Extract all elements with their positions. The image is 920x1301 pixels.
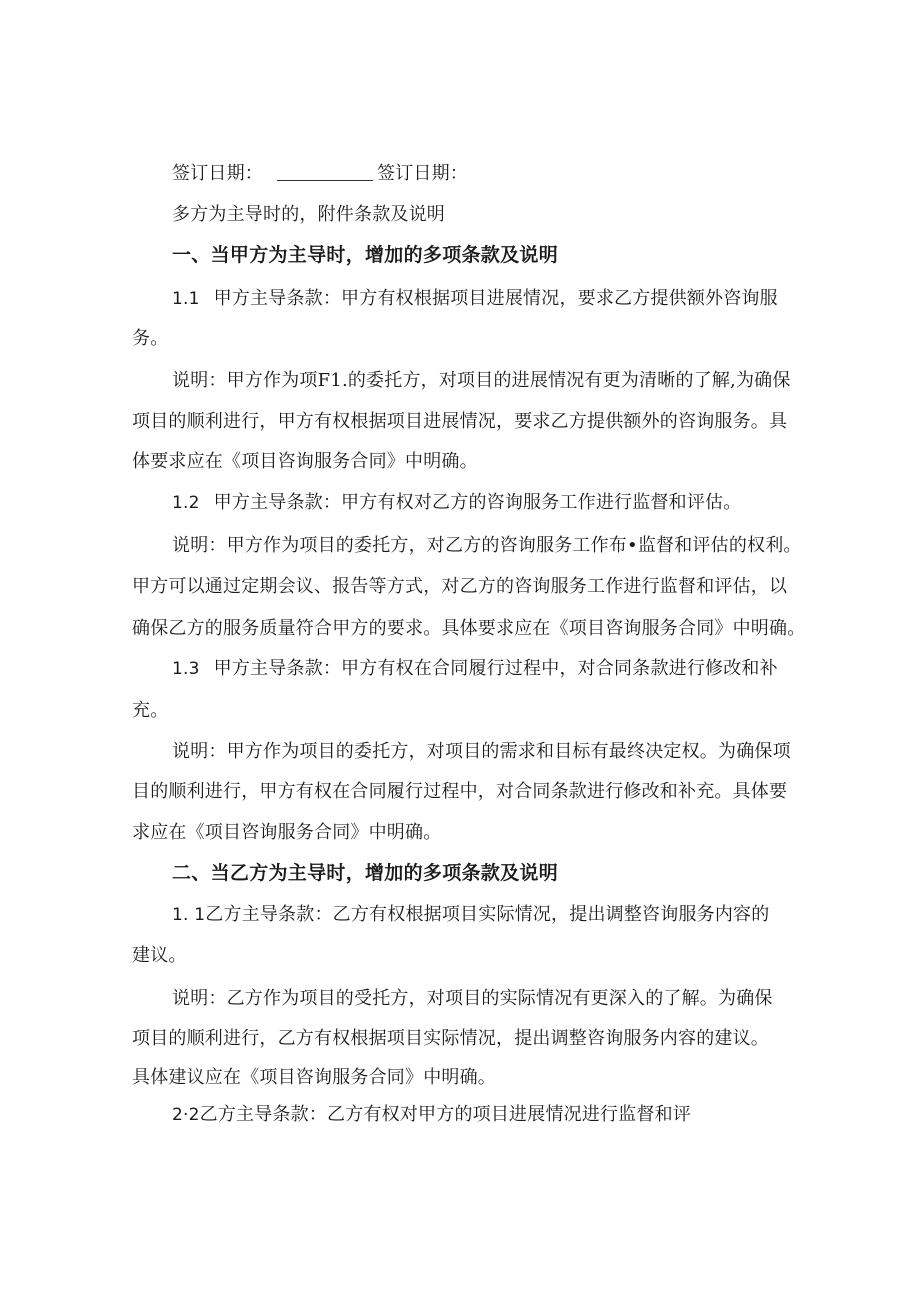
- clause-2-1-cont: 建议。: [132, 945, 187, 966]
- explanation-2-1-line-2: 项目的顺利进行，乙方有权根据项目实际情况，提出调整咨询服务内容的建议。: [132, 1028, 769, 1049]
- sign-date-label-2: 签订日期：: [377, 163, 468, 184]
- explanation-1-3-line-1: 说明：甲方作为项目的委托方，对项目的需求和目标有最终决定权。为确保项: [172, 741, 791, 762]
- clause-text: 乙方主导条款：乙方有权根据项目实际情况，提出调整咨询服务内容的: [205, 904, 770, 925]
- sign-date-row: [172, 162, 468, 186]
- sign-date-blank: [277, 164, 373, 181]
- explanation-1-2-line-2: 甲方可以通过定期会议、报告等方式，对乙方的咨询服务工作进行监督和评估，以: [132, 576, 788, 597]
- explanation-1-2-line-3: 确保乙方的服务质量符合甲方的要求。具体要求应在《项目咨询服务合同》中明确。: [132, 618, 806, 639]
- explanation-2-1-line-3: 具体建议应在《项目咨询服务合同》中明确。: [132, 1067, 496, 1088]
- explanation-2-1-line-1: 说明：乙方作为项目的受托方，对项目的实际情况有更深入的了解。为确保: [172, 988, 773, 1009]
- clause-1-3-cont: 充。: [132, 700, 169, 721]
- sign-date-label-1: 签订日期：: [172, 163, 263, 184]
- section-2-title: 二、当乙方为主导时，增加的多项条款及说明: [172, 862, 559, 884]
- clause-number: 1.2: [172, 493, 200, 513]
- section-1-title: 一、当甲方为主导时，增加的多项条款及说明: [172, 244, 559, 266]
- explanation-1-2-line-1: 说明：甲方作为项目的委托方，对乙方的咨询服务工作布•监督和评估的权利。: [172, 535, 802, 556]
- clause-2-2: [172, 1103, 691, 1127]
- clause-1-3: [172, 657, 778, 681]
- clause-text: 甲方主导条款：甲方有权根据项目进展情况，要求乙方提供额外咨询服: [213, 288, 778, 309]
- clause-text: 乙方主导条款：乙方有权对甲方的项目进展情况进行监督和评: [199, 1104, 692, 1125]
- clause-1-1: [172, 287, 778, 311]
- clause-number: 1. 1: [172, 905, 206, 925]
- explanation-1-1-line-3: 体要求应在《项目咨询服务合同》中明确。: [132, 451, 478, 472]
- clause-number: 1.3: [172, 659, 200, 679]
- clause-number: 2·2: [172, 1105, 200, 1125]
- explanation-1-1-line-1: 说明：甲方作为项F1.的委托方，对项目的进展情况有更为清晰的了解,为确保: [172, 370, 791, 391]
- explanation-1-1-line-2: 项目的顺利进行，甲方有权根据项目进展情况，要求乙方提供额外的咨询服务。具: [132, 411, 788, 432]
- clause-1-2: [172, 491, 741, 515]
- clause-2-1: [172, 903, 769, 927]
- intro-text: 多方为主导时的，附件条款及说明: [172, 204, 445, 225]
- clause-number: 1.1: [172, 289, 200, 309]
- explanation-1-3-line-3: 求应在《项目咨询服务合同》中明确。: [132, 822, 442, 843]
- clause-text: 甲方主导条款：甲方有权在合同履行过程中，对合同条款进行修改和补: [213, 658, 778, 679]
- clause-1-1-cont: 务。: [132, 328, 169, 349]
- explanation-1-3-line-2: 目的顺利进行，甲方有权在合同履行过程中，对合同条款进行修改和补充。具体要: [132, 781, 788, 802]
- clause-text: 甲方主导条款：甲方有权对乙方的咨询服务工作进行监督和评估。: [213, 492, 742, 513]
